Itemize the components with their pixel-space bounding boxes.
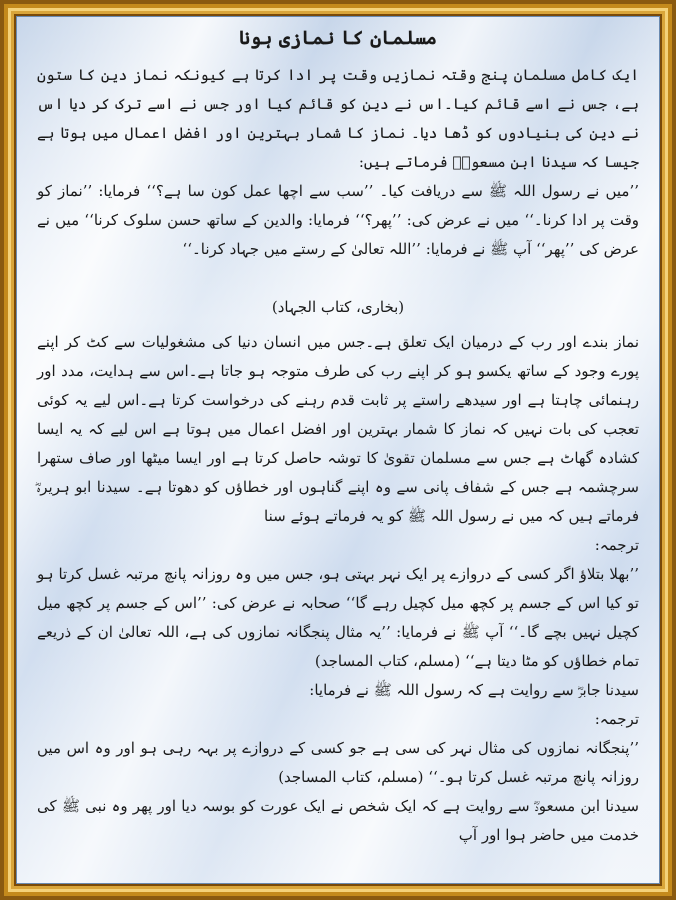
paragraph-ibn-masud-narration: سیدنا ابن مسعودؓ سے روایت ہے کہ ایک شخص نے ایک عورت کو بوسہ دیا اور پھر وہ نبی ﷺ کی خدمت میں حاضر ہوا اور آپ bbox=[37, 797, 639, 844]
paragraph-prayer-relation: نماز بندے اور رب کے درمیان ایک تعلق ہے۔جس میں انسان دنیا کی مشغولیات سے کٹ کر اپنے پورے وجود کے ساتھ یکسو ہو کر اپنے رب کی طرف متوجہ ہو جاتا ہے۔اس سے ہدایت، مدد اور رہنمائی چاہتا ہے اور سیدھے راستے پر ثابت قدم رہنے کی درخواست کرتا ہے۔اس لیے یہ کوئی تعجب کی بات نہیں کہ نماز کا شمار بہترین اور افضل اعمال میں ہوتا ہے اس لیے کہ یہ ایسا کشادہ گھاٹ ہے جس سے مسلمان تقویٰ کا توشہ حاصل کرتا ہے اور ایسا میٹھا اور صاف ستھرا سرچشمہ ہے جس کے شفاف پانی سے وہ اپنے گناہوں اور خطاؤں کو دھوتا ہے۔ سیدنا ابو ہریرہؓ فرماتے ہیں کہ میں نے رسول اللہ ﷺ کو یہ فرماتے ہوئے سنا bbox=[37, 333, 639, 525]
page-title: مسلمان کا نمازی ہونا bbox=[239, 27, 437, 49]
translation-label: ترجمہ: bbox=[594, 536, 639, 554]
document-page bbox=[16, 16, 660, 884]
spacer bbox=[37, 264, 639, 293]
paragraph-river-hadith: ’’بھلا بتلاؤ اگر کسی کے دروازے پر ایک نہر بہتی ہو، جس میں وہ روزانہ پانچ مرتبہ غسل کرتا ہو تو کیا اس کے جسم پر کچھ میل کچیل رہے گا‘‘ صحابہ نے عرض کی: ’’اس کے جسم پر کچھ میل کچیل نہیں بچے گا۔‘‘ آپ ﷺ نے فرمایا: ’’یہ مثال پنجگانہ نمازوں کی ہے، اللہ تعالیٰ ان کے ذریعے تمام خطاؤں کو مٹا دیتا ہے‘‘ (مسلم، کتاب المساجد) bbox=[37, 565, 639, 670]
document-body bbox=[37, 25, 639, 879]
citation-bukhari: (بخاری، کتاب الجہاد) bbox=[271, 298, 405, 316]
paragraph-jabir: سیدنا جابرؓ سے روایت ہے کہ رسول اللہ ﷺ نے فرمایا: bbox=[309, 681, 639, 699]
paragraph-five-prayers: ’’پنجگانہ نمازوں کی مثال نہر کی سی ہے جو کسی کے دروازے پر بہہ رہی ہو اور وہ اس میں روزانہ پانچ مرتبہ غسل کرتا ہو۔‘‘ (مسلم، کتاب المساجد) bbox=[37, 739, 639, 786]
paragraph-intro: ایک کامل مسلمان پنج وقتہ نمازیں وقت پر ادا کرتا ہے کیونکہ نماز دین کا ستون ہے، جس نے اسے قائم کیا۔اس نے دین کو قائم کیا اور جس نے اسے ترک کر دیا اس نے دین کی بنیادوں کو ڈھا دیا۔ نماز کا شمار بہترین اور افضل اعمال میں ہوتا ہے جیسا کہ سیدنا ابن مسعودؓ فرماتے ہیں: bbox=[37, 66, 639, 171]
translation-label-2: ترجمہ: bbox=[594, 710, 639, 728]
paragraph-hadith-ibn-masud: ’’میں نے رسول اللہ ﷺ سے دریافت کیا۔ ’’سب سے اچھا عمل کون سا ہے؟‘‘ فرمایا: ’’نماز کو وقت پر ادا کرنا۔‘‘ میں نے عرض کی: ’’پھر؟‘‘ فرمایا: والدین کے ساتھ حسن سلوک کرنا‘‘ میں نے عرض کی ’’پھر‘‘ آپ ﷺ نے فرمایا: ’’اللہ تعالیٰ کے رستے میں جہاد کرنا۔‘‘ bbox=[37, 182, 639, 258]
